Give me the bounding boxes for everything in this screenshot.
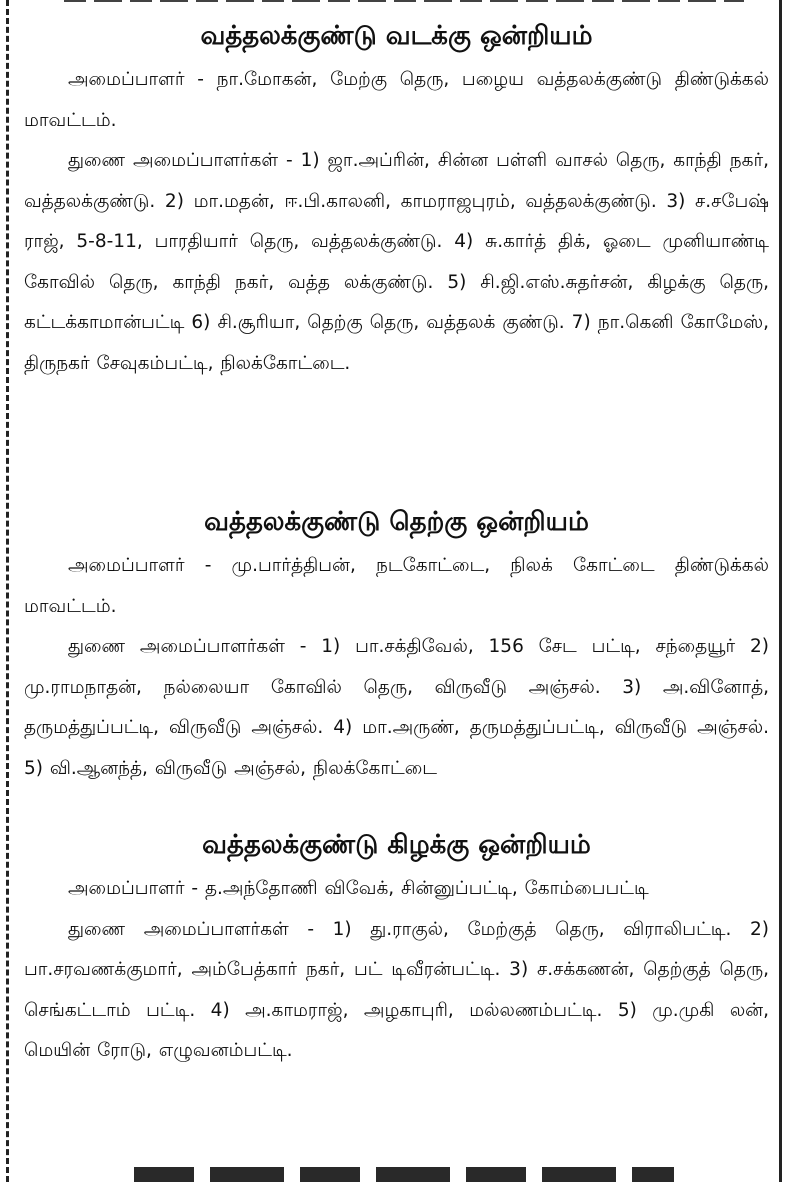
section-heading: வத்தலக்குண்டு தெற்கு ஒன்றியம் <box>204 507 589 537</box>
organizer-paragraph: அமைப்பாளர் - நா.மோகன், மேற்கு தெரு, பழைய வத்தலக்குண்டு திண்டுக்கல் மாவட்டம். <box>24 69 769 131</box>
column-rule <box>779 0 782 1182</box>
deputies-paragraph: துணை அமைப்பாளர்கள் - 1) பா.சக்திவேல், 156 சேட பட்டி, சந்தையூர் 2) மு.ராமநாதன், நல்லையா கோவில் தெரு, விருவீடு அஞ்சல். 3) அ.வினோத், தருமத்துப்பட்டி, விருவீடு அஞ்சல். 4) மா.அருண், தருமத்துப்பட்டி, விருவீடு அஞ்சல். 5) வி.ஆனந்த், விருவீடு அஞ்சல், நிலக்கோட்டை <box>24 636 769 779</box>
cut-off-heading-fragment <box>134 1167 674 1182</box>
cut-off-next-heading <box>24 1163 769 1182</box>
cut-off-previous-line <box>24 0 769 4</box>
section-heading: வத்தலக்குண்டு கிழக்கு ஒன்றியம் <box>202 830 591 860</box>
section-south-union <box>24 500 769 789</box>
article-column <box>24 0 769 1182</box>
dashed-cut-border <box>6 0 9 1182</box>
cut-off-text-fragment <box>64 0 744 2</box>
deputies-paragraph: துணை அமைப்பாளர்கள் - 1) ஜா.அப்ரின், சின்ன பள்ளி வாசல் தெரு, காந்தி நகர், வத்தலக்குண்டு. 2) மா.மதன், ஈ.பி.காலனி, காமராஜபுரம், வத்தலக்குண்டு. 3) ச.சபேஷ் ராஜ், 5-8-11, பாரதியார் தெரு, வத்தலக்குண்டு. 4) சு.கார்த் திக், ஓடை முனியாண்டி கோவில் தெரு, காந்தி நகர், வத்த லக்குண்டு. 5) சி.ஜி.எஸ்.சுதர்சன், கிழக்கு தெரு, கட்டக்காமான்பட்டி 6) சி.சூரியா, தெற்கு தெரு, வத்தலக் குண்டு. 7) நா.கெனி கோமேஸ், திருநகர் சேவுகம்பட்டி, நிலக்கோட்டை. <box>24 150 769 374</box>
organizer-paragraph: அமைப்பாளர் - த.அந்தோணி விவேக், சின்னுப்பட்டி, கோம்பைபட்டி <box>68 878 649 899</box>
organizer-paragraph: அமைப்பாளர் - மு.பார்த்திபன், நடகோட்டை, நிலக் கோட்டை திண்டுக்கல் மாவட்டம். <box>24 555 769 617</box>
section-east-union <box>24 823 769 1072</box>
deputies-paragraph: துணை அமைப்பாளர்கள் - 1) து.ராகுல், மேற்குத் தெரு, விராலிபட்டி. 2) பா.சரவணக்குமார், அம்பேத்கார் நகர், பட் டிவீரன்பட்டி. 3) ச.சக்கணன், தெற்குத் தெரு, செங்கட்டாம் பட்டி. 4) அ.காமராஜ், அழகாபுரி, மல்லணம்பட்டி. 5) மு.முகி லன், மெயின் ரோடு, எழுவனம்பட்டி. <box>24 918 769 1061</box>
section-north-union <box>24 14 769 384</box>
section-heading: வத்தலக்குண்டு வடக்கு ஒன்றியம் <box>200 21 593 51</box>
